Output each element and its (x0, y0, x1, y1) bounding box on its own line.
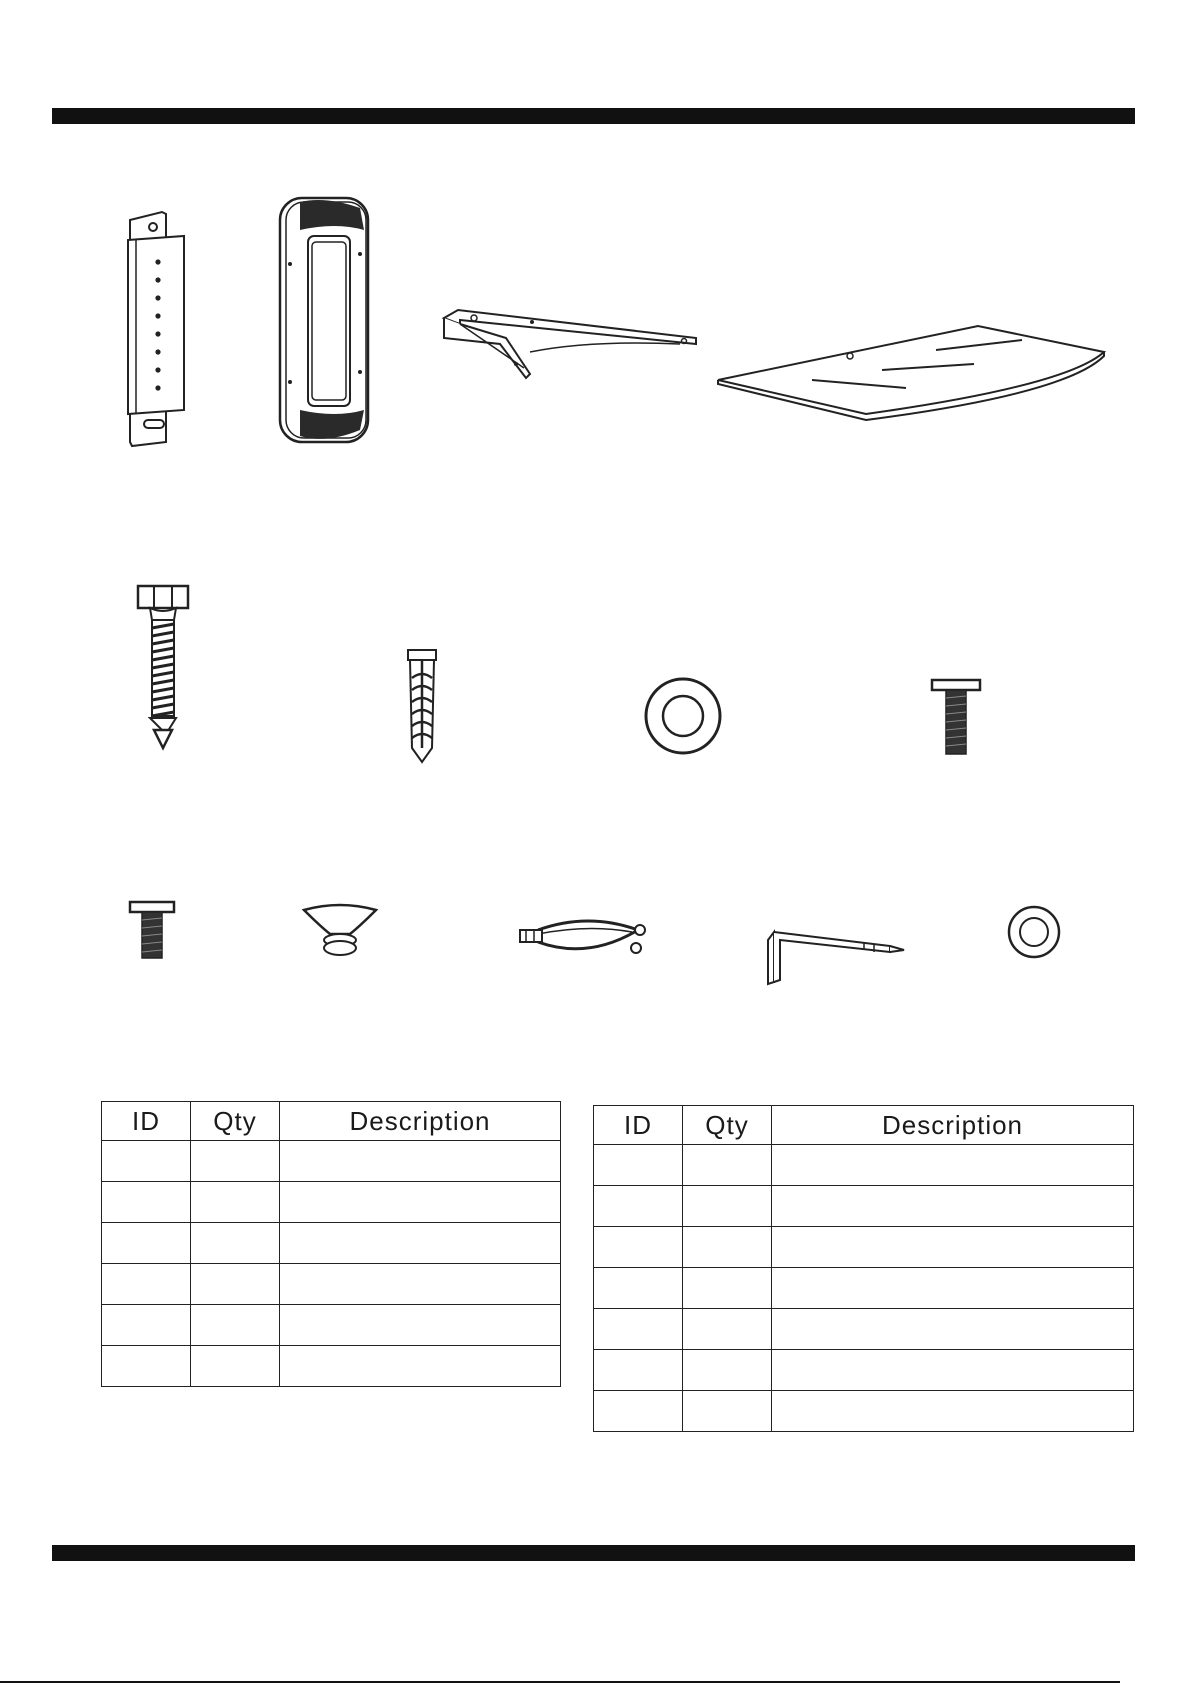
description-cell (772, 1391, 1134, 1432)
id-cell (102, 1182, 191, 1223)
top-rule (52, 108, 1135, 124)
id-cell (102, 1223, 191, 1264)
page-bottom-line (0, 1681, 1120, 1683)
wall-anchor-drawing (402, 648, 442, 764)
description-cell (280, 1346, 561, 1387)
qty-cell (683, 1145, 772, 1186)
table-row (102, 1346, 561, 1387)
table-row (594, 1350, 1134, 1391)
description-cell (772, 1268, 1134, 1309)
table-row (102, 1223, 561, 1264)
table-row (594, 1268, 1134, 1309)
table-row (594, 1145, 1134, 1186)
bottom-rule (52, 1545, 1135, 1561)
parts-table-left-body (102, 1141, 561, 1387)
id-cell (594, 1186, 683, 1227)
id-cell (594, 1145, 683, 1186)
id-cell (102, 1346, 191, 1387)
table-row (594, 1391, 1134, 1432)
table-row (594, 1186, 1134, 1227)
shelf-bracket-drawing (440, 308, 700, 380)
table-header-row (594, 1106, 1134, 1145)
qty-cell (683, 1309, 772, 1350)
qty-cell (191, 1264, 280, 1305)
description-cell (280, 1264, 561, 1305)
qty-cell (191, 1182, 280, 1223)
table-row (594, 1227, 1134, 1268)
qty-cell (683, 1186, 772, 1227)
column-header-qty: Qty (191, 1102, 280, 1141)
column-header-qty: Qty (683, 1106, 772, 1145)
description-cell (772, 1350, 1134, 1391)
id-cell (102, 1305, 191, 1346)
id-cell (102, 1264, 191, 1305)
table-row (102, 1141, 561, 1182)
qty-cell (191, 1223, 280, 1264)
description-cell (280, 1141, 561, 1182)
parts-table-left (101, 1101, 561, 1387)
qty-cell (683, 1391, 772, 1432)
machine-screw-drawing (930, 678, 982, 758)
description-cell (772, 1145, 1134, 1186)
suction-cup-drawing (300, 904, 380, 960)
parts-table-right-body (594, 1145, 1134, 1432)
short-screw-drawing (128, 900, 176, 962)
qty-cell (191, 1346, 280, 1387)
id-cell (594, 1391, 683, 1432)
description-cell (772, 1186, 1134, 1227)
cable-clip-drawing (518, 920, 650, 960)
table-row (102, 1264, 561, 1305)
column-header-id: ID (102, 1102, 191, 1141)
table-row (594, 1309, 1134, 1350)
id-cell (594, 1309, 683, 1350)
lag-bolt-drawing (136, 584, 190, 752)
qty-cell (191, 1141, 280, 1182)
table-header-row (102, 1102, 561, 1141)
id-cell (102, 1141, 191, 1182)
id-cell (594, 1268, 683, 1309)
column-header-description: Description (772, 1106, 1134, 1145)
qty-cell (683, 1350, 772, 1391)
description-cell (772, 1309, 1134, 1350)
description-cell (280, 1305, 561, 1346)
small-washer-drawing (1006, 904, 1062, 960)
allen-key-drawing (766, 928, 906, 986)
id-cell (594, 1227, 683, 1268)
glass-shelf-drawing (716, 322, 1108, 424)
qty-cell (191, 1305, 280, 1346)
wall-plate-drawing (116, 210, 186, 446)
qty-cell (683, 1268, 772, 1309)
column-header-id: ID (594, 1106, 683, 1145)
description-cell (280, 1223, 561, 1264)
washer-drawing (643, 676, 723, 756)
table-row (102, 1305, 561, 1346)
wall-plate-cover-drawing (276, 196, 372, 444)
description-cell (280, 1182, 561, 1223)
description-cell (772, 1227, 1134, 1268)
parts-table-right (593, 1105, 1134, 1432)
id-cell (594, 1350, 683, 1391)
table-row (102, 1182, 561, 1223)
column-header-description: Description (280, 1102, 561, 1141)
qty-cell (683, 1227, 772, 1268)
